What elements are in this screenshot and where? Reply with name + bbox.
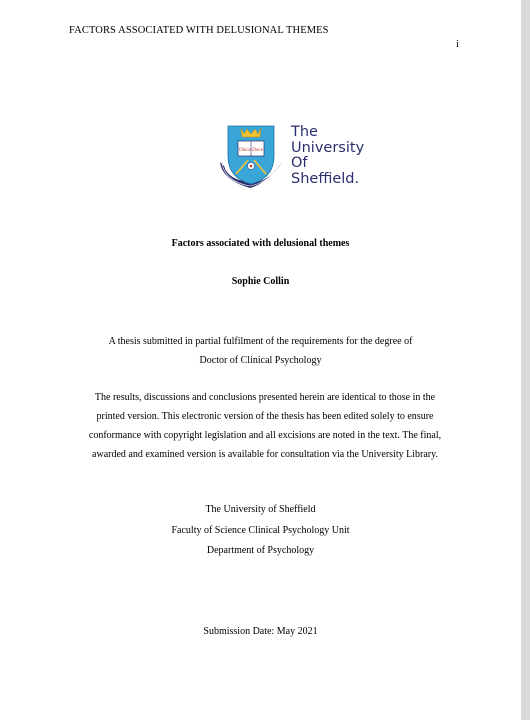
- electronic-version-notice: [70, 388, 460, 464]
- university-wordmark: [291, 125, 364, 187]
- notice-line-2: printed version. This electronic version of the thesis has been edited solely to ensure: [96, 411, 434, 422]
- notice-line-4: awarded and examined version is available for consultation via the University Library.: [92, 449, 438, 460]
- submission-line-2: Doctor of Clinical Psychology: [199, 355, 322, 366]
- wordmark-line-2: University: [291, 139, 365, 156]
- page-number: i: [456, 39, 459, 50]
- notice-line-1: The results, discussions and conclusions presented herein are identical to those in the: [94, 392, 436, 403]
- notice-line-3: conformance with copyright legislation and all excisions are noted in the text. The final,: [88, 430, 442, 441]
- author-name: Sophie Collin: [231, 276, 290, 287]
- submission-line-1: A thesis submitted in partial fulfilment of the requirements for the degree of: [108, 336, 413, 347]
- wordmark-line-1: The: [291, 124, 318, 140]
- thesis-title: Factors associated with delusional themes: [171, 238, 350, 249]
- affiliation-block: [0, 500, 521, 562]
- submission-date: Submission Date: May 2021: [203, 626, 318, 637]
- affiliation-university: The University of Sheffield: [205, 504, 316, 515]
- affiliation-department: Department of Psychology: [206, 545, 315, 556]
- submission-statement: [0, 332, 521, 370]
- running-head: FACTORS ASSOCIATED WITH DELUSIONAL THEMES: [69, 25, 329, 36]
- affiliation-faculty: Faculty of Science Clinical Psychology Unit: [171, 524, 350, 536]
- wordmark-line-4: Sheffield.: [291, 170, 360, 187]
- book-text: Disce Doce: [238, 147, 264, 153]
- wordmark-line-3: Of: [291, 155, 308, 171]
- viewer-scroll-edge: [521, 0, 530, 720]
